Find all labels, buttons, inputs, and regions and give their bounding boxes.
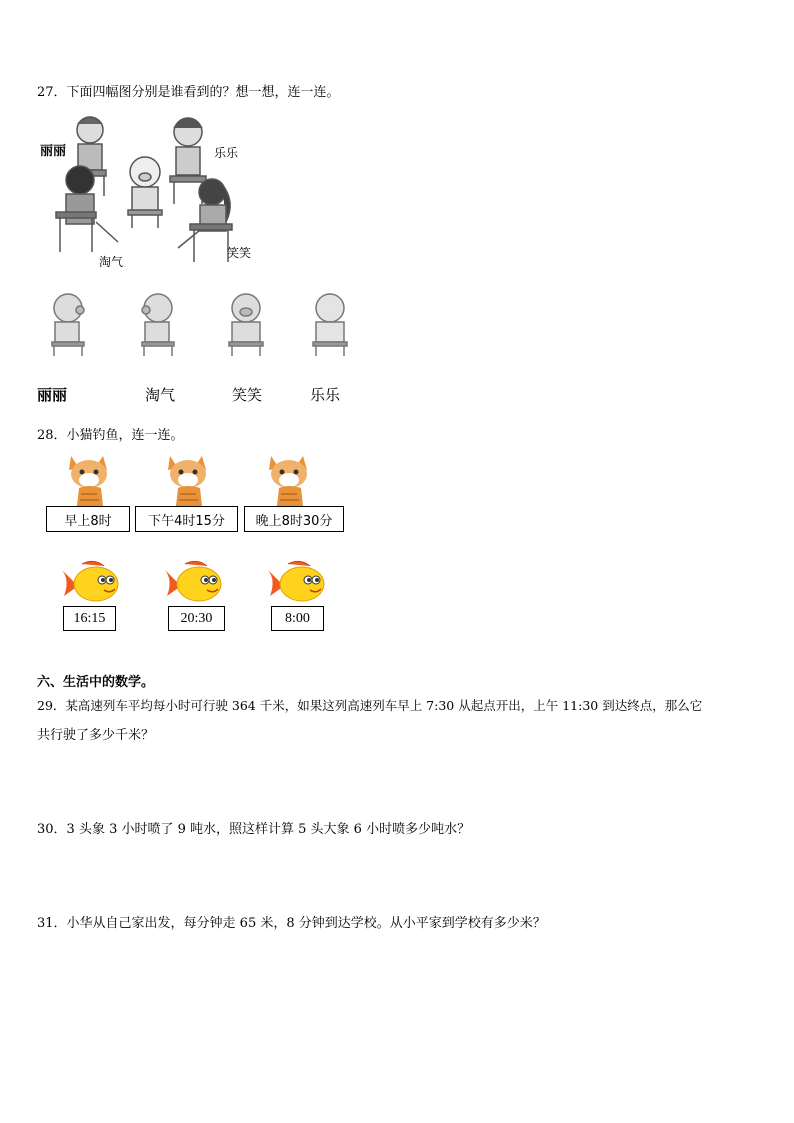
scene-label-lele: 乐乐 — [214, 146, 239, 160]
q28-text: 28．小猫钓鱼，连一连。 — [37, 428, 184, 443]
pig-view-3 — [229, 294, 263, 356]
fish-time-box-1: 16:15 — [63, 606, 116, 631]
cat-icon — [164, 454, 212, 510]
pig-view-2 — [142, 294, 174, 356]
q27-text: 27．下面四幅图分别是谁看到的？想一想，连一连。 — [37, 85, 340, 100]
view-label-4: 乐乐 — [310, 386, 341, 404]
pig-view-1 — [52, 294, 84, 356]
cat-time-box-3: 晚上8时30分 — [244, 506, 344, 532]
fish-icon — [60, 560, 122, 612]
fish-time-box-2: 20:30 — [168, 606, 225, 631]
scene-label-xiaoxiao: 笑笑 — [227, 246, 252, 260]
fish-time-box-3: 8:00 — [271, 606, 324, 631]
cat-icon — [265, 454, 313, 510]
q30-text: 30．3 头象 3 小时喷了 9 吨水，照这样计算 5 头大象 6 小时喷多少吨水？ — [37, 822, 471, 837]
cat-time-box-1: 早上8时 — [46, 506, 130, 532]
q29-line2: 共行驶了多少千米？ — [37, 728, 155, 743]
view-label-1: 丽丽 — [37, 386, 68, 404]
view-label-3: 笑笑 — [232, 386, 263, 404]
fish-icon — [163, 560, 225, 612]
cat-icon — [65, 454, 113, 510]
section-heading: 六、生活中的数学。 — [37, 675, 155, 690]
fish-icon — [266, 560, 328, 612]
pig-views — [40, 290, 360, 360]
view-label-2: 淘气 — [145, 386, 176, 404]
q31-text: 31．小华从自己家出发，每分钟走 65 米，8 分钟到达学校。从小平家到学校有多少米？ — [37, 916, 546, 931]
pig-view-4 — [313, 294, 347, 356]
scene-label-lili: 丽丽 — [40, 144, 67, 159]
q29-line1: 29．某高速列车平均每小时可行驶 364 千米，如果这列高速列车早上 7:30 从起点开出，上午 11:30 到达终点，那么它 — [37, 698, 703, 713]
cat-time-box-2: 下午4时15分 — [135, 506, 238, 532]
scene-label-taoqi: 淘气 — [99, 255, 124, 269]
